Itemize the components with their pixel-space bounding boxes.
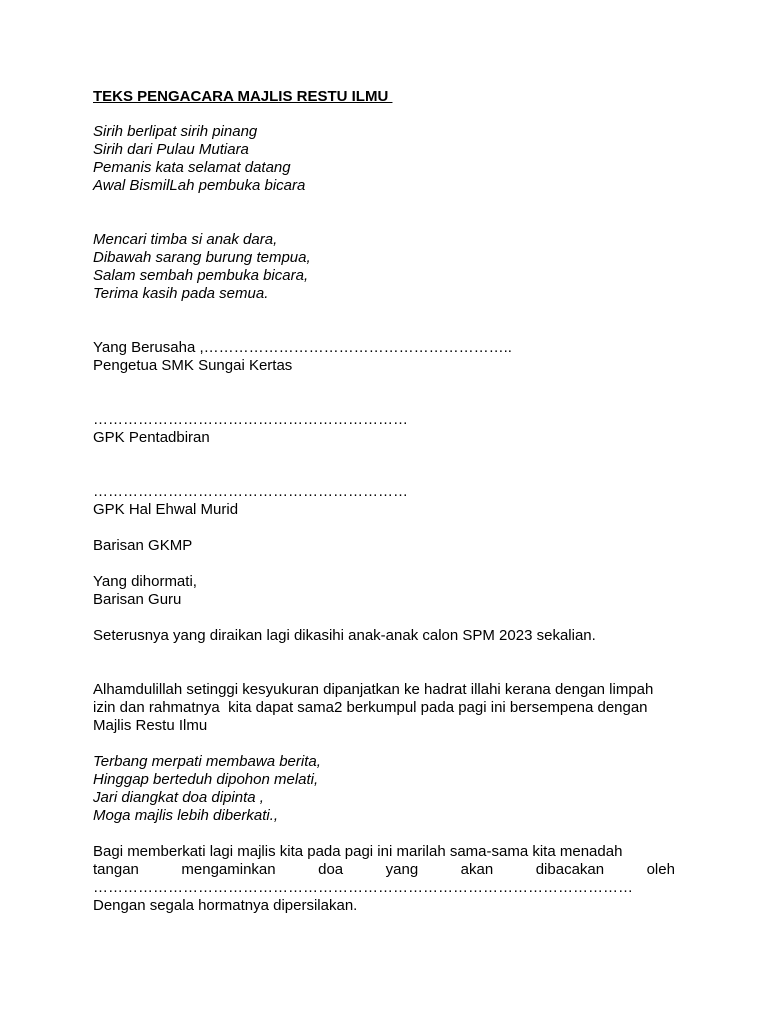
pantun-line: Dibawah sarang burung tempua, xyxy=(93,249,311,266)
greeting-line: Yang Berusaha ,…………………………………………………….. xyxy=(93,339,512,356)
greeting-guru xyxy=(93,573,675,609)
greeting-students xyxy=(93,627,675,645)
name-placeholder-dots: ……………………………………………………… xyxy=(93,483,408,500)
greeting-role: Pengetua SMK Sungai Kertas xyxy=(93,357,293,374)
pantun-line: Terima kasih pada semua. xyxy=(93,285,269,302)
pantun-line: Pemanis kata selamat datang xyxy=(93,159,291,176)
word: oleh xyxy=(646,861,675,878)
greeting-gpk-pentadbiran xyxy=(93,411,675,447)
paragraph-line: Alhamdulillah setinggi kesyukuran dipanjatkan ke hadrat illahi kerana dengan limpah xyxy=(93,681,654,698)
pantun-opening xyxy=(93,123,675,195)
pantun-line: Moga majlis lebih diberkati., xyxy=(93,807,279,824)
paragraph-line: izin dan rahmatnya kita dapat sama2 berkumpul pada pagi ini bersempena dengan xyxy=(93,699,648,716)
word: dibacakan xyxy=(535,861,605,878)
word: tangan xyxy=(93,861,139,878)
paragraph-line: Dengan segala hormatnya dipersilakan. xyxy=(93,897,358,914)
pantun-line: Jari diangkat doa dipinta , xyxy=(93,789,264,806)
word: mengaminkan xyxy=(181,861,276,878)
document-page xyxy=(93,88,675,915)
pantun-line: Hinggap berteduh dipohon melati, xyxy=(93,771,319,788)
pantun-line: Salam sembah pembuka bicara, xyxy=(93,267,309,284)
greeting-role: GPK Hal Ehwal Murid xyxy=(93,501,239,518)
greeting-pengetua xyxy=(93,339,675,375)
word: akan xyxy=(460,861,494,878)
pantun-doa xyxy=(93,753,675,825)
word: doa xyxy=(318,861,344,878)
pantun-salam xyxy=(93,231,675,303)
pantun-line: Sirih berlipat sirih pinang xyxy=(93,123,258,140)
greeting-line: Yang dihormati, xyxy=(93,573,197,590)
greeting-gpk-hem xyxy=(93,483,675,519)
document-title: TEKS PENGACARA MAJLIS RESTU ILMU xyxy=(93,88,393,105)
greeting-role: GPK Pentadbiran xyxy=(93,429,210,446)
pantun-line: Mencari timba si anak dara, xyxy=(93,231,278,248)
greeting-role: Barisan Guru xyxy=(93,591,182,608)
pantun-line: Terbang merpati membawa berita, xyxy=(93,753,321,770)
justified-line xyxy=(93,861,675,879)
word: yang xyxy=(385,861,419,878)
paragraph-line: Bagi memberkati lagi majlis kita pada pagi ini marilah sama-sama kita menadah xyxy=(93,843,623,860)
pantun-line: Sirih dari Pulau Mutiara xyxy=(93,141,249,158)
name-placeholder-dots: ……………………………………………………… xyxy=(93,411,408,428)
paragraph-alhamdulillah xyxy=(93,681,675,735)
name-placeholder-dots: ……………………………………………………………………………………………… xyxy=(93,879,633,896)
paragraph-line: Majlis Restu Ilmu xyxy=(93,717,208,734)
paragraph-text: Seterusnya yang diraikan lagi dikasihi anak-anak calon SPM 2023 sekalian. xyxy=(93,627,596,644)
greeting-gkmp xyxy=(93,537,675,555)
paragraph-doa xyxy=(93,843,675,915)
greeting-role: Barisan GKMP xyxy=(93,537,193,554)
pantun-line: Awal BismilLah pembuka bicara xyxy=(93,177,306,194)
